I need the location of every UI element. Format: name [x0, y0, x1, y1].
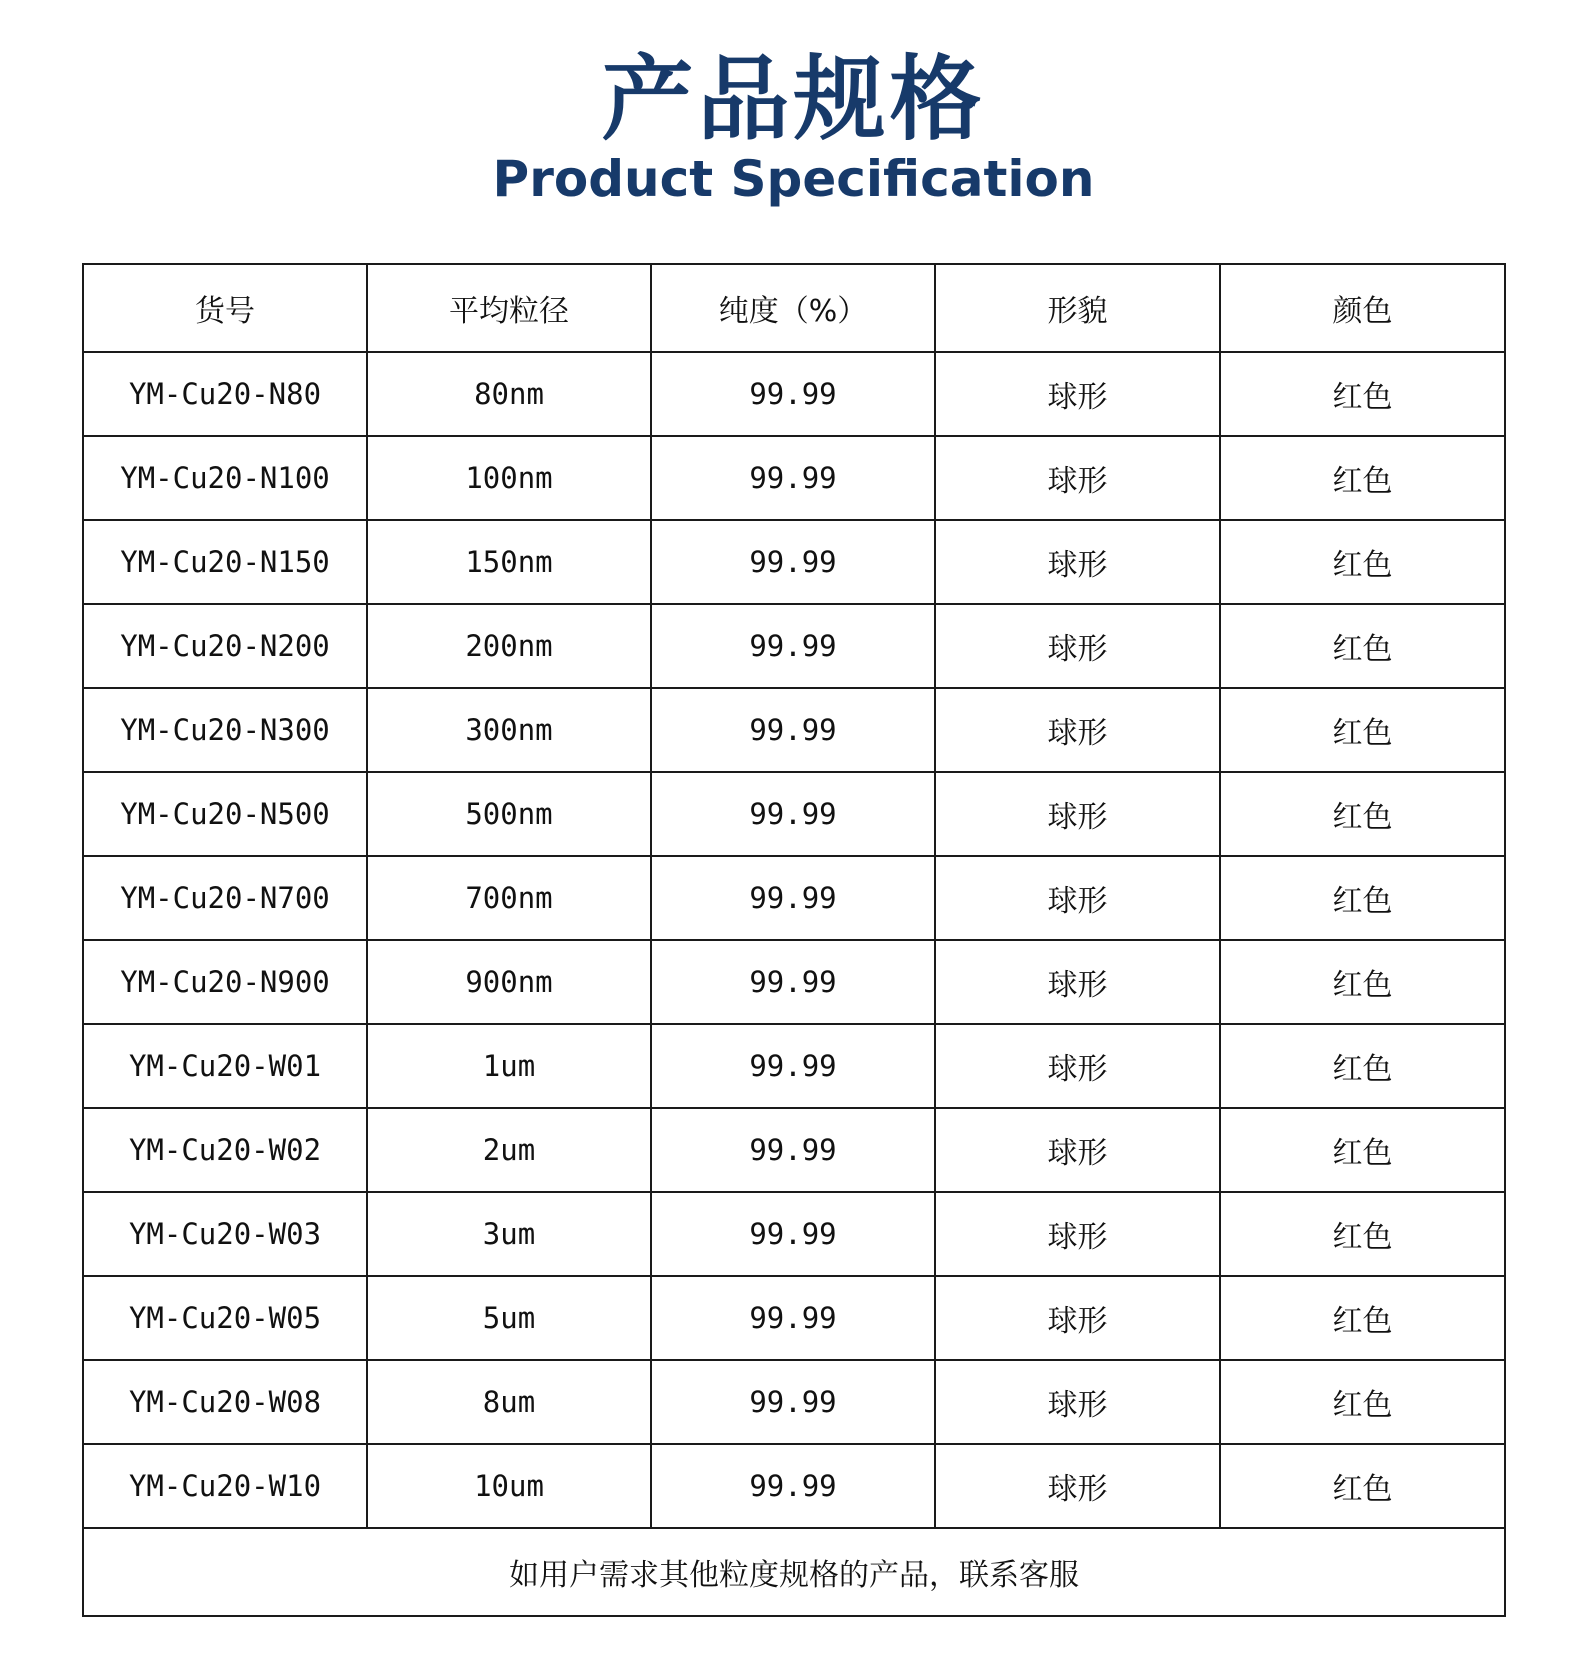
cell-particle-size: 8um	[367, 1360, 651, 1444]
table-row	[83, 1276, 1505, 1360]
col-header-morphology: 形貌	[935, 264, 1220, 352]
table-row	[83, 604, 1505, 688]
cell-purity: 99.99	[651, 1192, 935, 1276]
cell-color: 红色	[1220, 1360, 1505, 1444]
cell-morphology: 球形	[935, 520, 1220, 604]
cell-purity: 99.99	[651, 940, 935, 1024]
cell-color: 红色	[1220, 520, 1505, 604]
cell-particle-size: 150nm	[367, 520, 651, 604]
cell-particle-size: 200nm	[367, 604, 651, 688]
table-row	[83, 1108, 1505, 1192]
table-footer	[83, 1528, 1505, 1616]
cell-morphology: 球形	[935, 1024, 1220, 1108]
cell-purity: 99.99	[651, 1024, 935, 1108]
cell-morphology: 球形	[935, 856, 1220, 940]
cell-particle-size: 3um	[367, 1192, 651, 1276]
cell-purity: 99.99	[651, 856, 935, 940]
cell-item-no: YM-Cu20-W08	[83, 1360, 367, 1444]
cell-morphology: 球形	[935, 352, 1220, 436]
header-row	[83, 264, 1505, 352]
cell-morphology: 球形	[935, 604, 1220, 688]
cell-morphology: 球形	[935, 1108, 1220, 1192]
cell-color: 红色	[1220, 1192, 1505, 1276]
col-header-item-no: 货号	[83, 264, 367, 352]
cell-item-no: YM-Cu20-W02	[83, 1108, 367, 1192]
table-row	[83, 436, 1505, 520]
cell-color: 红色	[1220, 1444, 1505, 1528]
cell-particle-size: 700nm	[367, 856, 651, 940]
cell-item-no: YM-Cu20-W05	[83, 1276, 367, 1360]
table-header	[83, 264, 1505, 352]
cell-morphology: 球形	[935, 940, 1220, 1024]
cell-morphology: 球形	[935, 436, 1220, 520]
cell-purity: 99.99	[651, 1276, 935, 1360]
cell-item-no: YM-Cu20-N150	[83, 520, 367, 604]
cell-item-no: YM-Cu20-W03	[83, 1192, 367, 1276]
cell-particle-size: 1um	[367, 1024, 651, 1108]
cell-color: 红色	[1220, 856, 1505, 940]
cell-particle-size: 300nm	[367, 688, 651, 772]
col-header-color: 颜色	[1220, 264, 1505, 352]
page-header	[0, 0, 1587, 240]
table-row	[83, 856, 1505, 940]
cell-purity: 99.99	[651, 604, 935, 688]
cell-morphology: 球形	[935, 1192, 1220, 1276]
cell-color: 红色	[1220, 688, 1505, 772]
cell-color: 红色	[1220, 352, 1505, 436]
footer-note: 如用户需求其他粒度规格的产品，联系客服	[83, 1528, 1505, 1616]
cell-item-no: YM-Cu20-N700	[83, 856, 367, 940]
cell-color: 红色	[1220, 772, 1505, 856]
cell-purity: 99.99	[651, 352, 935, 436]
table-row	[83, 352, 1505, 436]
cell-item-no: YM-Cu20-W10	[83, 1444, 367, 1528]
cell-color: 红色	[1220, 1024, 1505, 1108]
table-row	[83, 1360, 1505, 1444]
cell-particle-size: 80nm	[367, 352, 651, 436]
table-row	[83, 940, 1505, 1024]
cell-item-no: YM-Cu20-N900	[83, 940, 367, 1024]
cell-particle-size: 900nm	[367, 940, 651, 1024]
cell-purity: 99.99	[651, 436, 935, 520]
cell-color: 红色	[1220, 1108, 1505, 1192]
table-row	[83, 772, 1505, 856]
cell-purity: 99.99	[651, 520, 935, 604]
cell-particle-size: 500nm	[367, 772, 651, 856]
cell-purity: 99.99	[651, 1444, 935, 1528]
col-header-particle-size: 平均粒径	[367, 264, 651, 352]
table-row	[83, 520, 1505, 604]
cell-item-no: YM-Cu20-N80	[83, 352, 367, 436]
col-header-purity: 纯度（%）	[651, 264, 935, 352]
cell-morphology: 球形	[935, 1444, 1220, 1528]
cell-particle-size: 2um	[367, 1108, 651, 1192]
cell-purity: 99.99	[651, 1360, 935, 1444]
cell-color: 红色	[1220, 940, 1505, 1024]
table-row	[83, 1444, 1505, 1528]
table-row	[83, 688, 1505, 772]
table-row	[83, 1192, 1505, 1276]
cell-morphology: 球形	[935, 1276, 1220, 1360]
cell-color: 红色	[1220, 604, 1505, 688]
cell-particle-size: 5um	[367, 1276, 651, 1360]
table-row	[83, 1024, 1505, 1108]
page-subtitle: Product Specification	[492, 150, 1095, 208]
cell-item-no: YM-Cu20-N200	[83, 604, 367, 688]
cell-particle-size: 100nm	[367, 436, 651, 520]
cell-color: 红色	[1220, 436, 1505, 520]
cell-item-no: YM-Cu20-N300	[83, 688, 367, 772]
cell-particle-size: 10um	[367, 1444, 651, 1528]
cell-morphology: 球形	[935, 772, 1220, 856]
cell-color: 红色	[1220, 1276, 1505, 1360]
cell-morphology: 球形	[935, 688, 1220, 772]
cell-purity: 99.99	[651, 772, 935, 856]
cell-item-no: YM-Cu20-W01	[83, 1024, 367, 1108]
page-title: 产品规格	[601, 46, 986, 153]
cell-item-no: YM-Cu20-N100	[83, 436, 367, 520]
cell-item-no: YM-Cu20-N500	[83, 772, 367, 856]
footer-row	[83, 1528, 1505, 1616]
cell-purity: 99.99	[651, 1108, 935, 1192]
cell-purity: 99.99	[651, 688, 935, 772]
table-body	[83, 352, 1505, 1528]
spec-table	[82, 263, 1506, 1617]
cell-morphology: 球形	[935, 1360, 1220, 1444]
